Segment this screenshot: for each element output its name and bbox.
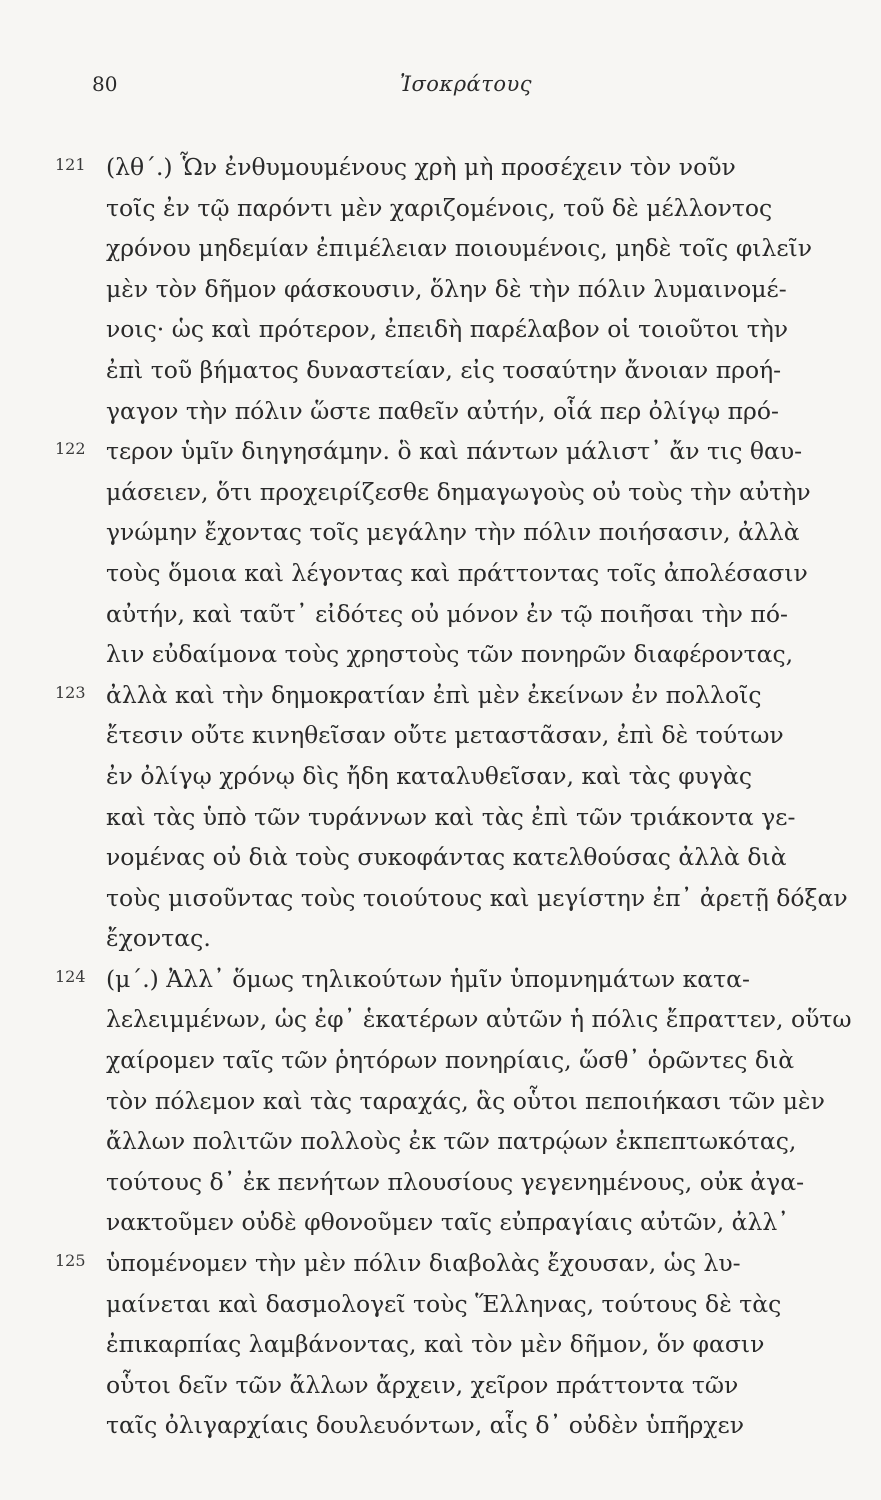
line-text: νομένας οὐ διὰ τοὺς συκοφάντας κατελθούσας ἀλλὰ διὰ <box>106 843 787 872</box>
line-text: ἐπικαρπίας λαμβάνοντας, καὶ τὸν μὲν δῆμον, ὅν φασιν <box>106 1330 765 1359</box>
text-line <box>0 597 881 638</box>
text-line <box>0 231 881 272</box>
text-line <box>0 1408 881 1449</box>
text-line <box>0 556 881 597</box>
line-text: τοῖς ἐν τῷ παρόντι μὲν χαριζομένοις, τοῦ δὲ μέλλοντος <box>106 193 773 222</box>
line-text: ὑπομένομεν τὴν μὲν πόλιν διαβολὰς ἔχουσαν, ὡς λυ- <box>106 1249 741 1278</box>
text-line <box>0 1002 881 1043</box>
section-number: 122 <box>55 439 86 459</box>
text-line <box>0 1246 881 1287</box>
text-line <box>0 1084 881 1125</box>
line-text: μαίνεται καὶ δασμολογεῖ τοὺς Ἕλληνας, τούτους δὲ τὰς <box>106 1289 782 1318</box>
page-number: 80 <box>92 72 118 96</box>
text-line <box>0 1043 881 1084</box>
line-text: ἀλλὰ καὶ τὴν δημοκρατίαν ἐπὶ μὲν ἐκείνων ἐν πολλοῖς <box>106 680 762 709</box>
line-text: μὲν τὸν δῆμον φάσκουσιν, ὅλην δὲ τὴν πόλιν λυμαινομέ- <box>106 274 787 303</box>
text-body <box>0 150 881 1449</box>
text-line <box>0 475 881 516</box>
line-text: οὗτοι δεῖν τῶν ἄλλων ἄρχειν, χεῖρον πράττοντα τῶν <box>106 1370 739 1399</box>
section-number: 121 <box>55 155 86 174</box>
running-head: Ἰσοκράτους <box>400 72 533 96</box>
text-line <box>0 312 881 353</box>
text-line <box>0 150 881 191</box>
page-header <box>0 72 881 102</box>
text-line <box>0 800 881 841</box>
section-number: 125 <box>55 1251 86 1271</box>
line-text: τὸν πόλεμον καὶ τὰς ταραχάς, ἃς οὗτοι πεποιήκασι τῶν μὲν <box>106 1086 825 1115</box>
line-text: γαγον τὴν πόλιν ὥστε παθεῖν αὐτήν, οἷά περ ὀλίγῳ πρό- <box>106 396 779 425</box>
text-line <box>0 353 881 394</box>
text-line <box>0 962 881 1003</box>
text-line <box>0 881 881 922</box>
text-line <box>0 1165 881 1206</box>
section-number: 123 <box>55 682 86 702</box>
line-text: τοὺς μισοῦντας τοὺς τοιούτους καὶ μεγίστην ἐπ᾽ ἀρετῇ δόξαν <box>106 883 848 912</box>
text-line <box>0 1327 881 1368</box>
line-text: ἔχοντας. <box>106 924 211 953</box>
text-line <box>0 1368 881 1409</box>
line-text: τερον ὑμῖν διηγησάμην. ὃ καὶ πάντων μάλιστ᾽ ἄν τις θαυ- <box>106 437 803 466</box>
text-line <box>0 759 881 800</box>
text-line <box>0 718 881 759</box>
line-text: ἄλλων πολιτῶν πολλοὺς ἐκ τῶν πατρῴων ἐκπεπτωκότας, <box>106 1127 797 1156</box>
line-text: νακτοῦμεν οὐδὲ φθονοῦμεν ταῖς εὐπραγίαις αὐτῶν, ἀλλ᾽ <box>106 1208 790 1237</box>
text-line <box>0 515 881 556</box>
text-line <box>0 434 881 475</box>
line-text: γνώμην ἔχοντας τοῖς μεγάλην τὴν πόλιν ποιήσασιν, ἀλλὰ <box>106 518 800 547</box>
line-text: ἐν ὀλίγῳ χρόνῳ δὶς ἤδη καταλυθεῖσαν, καὶ τὰς φυγὰς <box>106 761 753 790</box>
line-text: ἔτεσιν οὔτε κινηθεῖσαν οὔτε μεταστᾶσαν, ἐπὶ δὲ τούτων <box>106 721 784 750</box>
line-text: νοις· ὡς καὶ πρότερον, ἐπειδὴ παρέλαβον οἱ τοιοῦτοι τὴν <box>106 315 789 344</box>
text-line <box>0 1287 881 1328</box>
line-text: (μ΄.) Ἀλλ᾽ ὅμως τηλικούτων ἡμῖν ὑπομνημάτων κατα- <box>106 964 750 993</box>
text-line <box>0 1124 881 1165</box>
line-text: αὐτήν, καὶ ταῦτ᾽ εἰδότες οὐ μόνον ἐν τῷ ποιῆσαι τὴν πό- <box>106 599 788 628</box>
line-text: καὶ τὰς ὑπὸ τῶν τυράννων καὶ τὰς ἐπὶ τῶν τριάκοντα γε- <box>106 802 796 831</box>
line-text: τούτους δ᾽ ἐκ πενήτων πλουσίους γεγενημένους, οὐκ ἀγα- <box>106 1167 805 1196</box>
text-line <box>0 840 881 881</box>
line-text: ἐπὶ τοῦ βήματος δυναστείαν, εἰς τοσαύτην ἄνοιαν προή- <box>106 355 782 384</box>
text-line <box>0 678 881 719</box>
section-number: 124 <box>55 966 86 986</box>
text-line <box>0 394 881 435</box>
line-text: λελειμμένων, ὡς ἐφ᾽ ἑκατέρων αὐτῶν ἡ πόλις ἔπραττεν, οὕτω <box>106 1005 852 1034</box>
line-text: τοὺς ὅμοια καὶ λέγοντας καὶ πράττοντας τοῖς ἀπολέσασιν <box>106 558 808 587</box>
line-text: χαίρομεν ταῖς τῶν ῥητόρων πονηρίαις, ὥσθ᾽ ὁρῶντες διὰ <box>106 1046 795 1075</box>
text-line <box>0 1205 881 1246</box>
text-line <box>0 637 881 678</box>
line-text: λιν εὐδαίμονα τοὺς χρηστοὺς τῶν πονηρῶν διαφέροντας, <box>106 640 794 669</box>
line-text: ταῖς ὀλιγαρχίαις δουλευόντων, αἷς δ᾽ οὐδὲν ὑπῆρχεν <box>106 1411 744 1440</box>
line-text: χρόνου μηδεμίαν ἐπιμέλειαν ποιουμένοις, μηδὲ τοῖς φιλεῖν <box>106 234 813 263</box>
text-line <box>0 921 881 962</box>
text-line <box>0 272 881 313</box>
line-text: (λθ΄.) Ὧν ἐνθυμουμένους χρὴ μὴ προσέχειν τὸν νοῦν <box>106 153 736 181</box>
line-text: μάσειεν, ὅτι προχειρίζεσθε δημαγωγοὺς οὐ τοὺς τὴν αὐτὴν <box>106 477 811 506</box>
text-line <box>0 191 881 232</box>
